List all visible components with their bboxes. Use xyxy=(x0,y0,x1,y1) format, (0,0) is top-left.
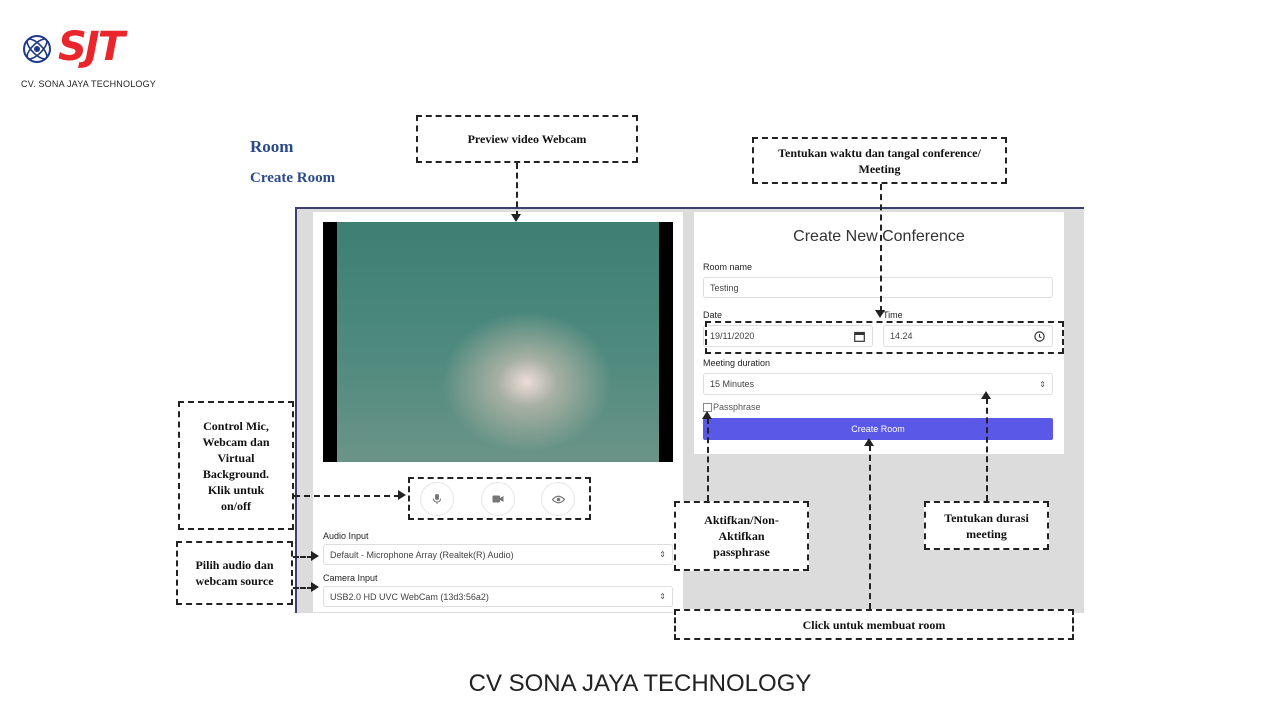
annotation-create-room xyxy=(674,609,1074,640)
audio-input-select[interactable] xyxy=(323,544,673,565)
audio-input-value: Default - Microphone Array (Realtek(R) Audio) xyxy=(330,549,514,560)
form-title: Create New Conference xyxy=(793,228,965,245)
meeting-duration-value: 15 Minutes xyxy=(710,379,755,389)
room-name-value: Testing xyxy=(710,282,739,293)
company-logo xyxy=(18,26,163,90)
meeting-duration-select[interactable] xyxy=(703,373,1053,395)
create-room-heading: Create Room xyxy=(250,170,336,186)
room-name-label: Room name xyxy=(703,262,753,272)
arrow-down-icon xyxy=(511,214,521,222)
annotation-controls-line6: on/off xyxy=(221,498,251,513)
annotation-source-line2: webcam source xyxy=(195,574,274,588)
annotation-preview-text: Preview video Webcam xyxy=(467,132,587,146)
globe-logo-icon xyxy=(20,32,54,66)
arrow-up-icon xyxy=(981,391,991,399)
annotation-controls-line5: Klik untuk xyxy=(207,482,265,497)
annotation-preview xyxy=(416,115,638,163)
annotation-duration xyxy=(924,501,1049,550)
annotation-passphrase-line2: Aktifkan xyxy=(718,529,765,543)
date-value: 19/11/2020 xyxy=(710,331,755,341)
camera-input-select[interactable] xyxy=(323,586,673,607)
annotation-datetime-line2: Meeting xyxy=(858,161,901,176)
annotation-passphrase-line1: Aktifkan/Non- xyxy=(704,513,779,527)
annotation-duration-line2: meeting xyxy=(966,526,1007,541)
annotation-controls-line3: Virtual xyxy=(217,450,255,465)
select-arrows-icon: ⇕ xyxy=(1039,379,1046,389)
camera-input-label: Camera Input xyxy=(323,573,378,583)
connector-line xyxy=(869,445,871,609)
audio-input-label: Audio Input xyxy=(323,531,369,541)
webcam-preview-video xyxy=(337,222,659,462)
annotation-controls-line2: Webcam dan xyxy=(202,434,270,449)
annotation-create-room-text: Click untuk membuat room xyxy=(802,617,946,632)
select-arrows-icon: ⇕ xyxy=(659,550,666,559)
connector-line xyxy=(293,556,313,558)
time-value: 14.24 xyxy=(890,331,913,341)
footer-company-name: CV SONA JAYA TECHNOLOGY xyxy=(468,670,812,697)
arrow-right-icon xyxy=(311,582,319,592)
arrow-up-icon xyxy=(702,411,712,419)
arrow-right-icon xyxy=(311,551,319,561)
annotation-passphrase xyxy=(674,501,809,571)
room-name-input[interactable] xyxy=(703,277,1053,298)
annotation-duration-line1: Tentukan durasi xyxy=(944,510,1029,525)
logo-caption: CV. SONA JAYA TECHNOLOGY xyxy=(21,79,157,89)
connector-line xyxy=(880,184,882,312)
camera-input-value: USB2.0 HD UVC WebCam (13d3:56a2) xyxy=(330,591,489,602)
select-arrows-icon: ⇕ xyxy=(659,592,666,601)
arrow-down-icon xyxy=(875,310,885,318)
connector-line xyxy=(516,163,518,217)
logo-text: SJT xyxy=(58,24,123,70)
annotation-controls-line4: Background. xyxy=(202,466,270,481)
room-heading: Room xyxy=(250,137,294,156)
connector-line xyxy=(293,587,313,589)
arrow-right-icon xyxy=(398,490,406,500)
annotation-datetime-line1: Tentukan waktu dan tangal conference/ xyxy=(778,145,981,160)
connector-line xyxy=(294,495,400,497)
annotation-controls-line1: Control Mic, xyxy=(203,418,269,433)
annotation-controls xyxy=(178,401,294,530)
connector-line xyxy=(986,398,988,501)
annotation-source xyxy=(176,541,293,605)
annotation-passphrase-line3: passphrase xyxy=(713,545,770,559)
connector-line xyxy=(707,418,709,501)
annotation-datetime xyxy=(752,137,1007,184)
annotation-source-line1: Pilih audio dan xyxy=(195,558,274,572)
arrow-up-icon xyxy=(864,438,874,446)
time-label: Time xyxy=(883,310,903,320)
datetime-highlight-box xyxy=(705,321,1064,354)
date-label: Date xyxy=(703,310,723,320)
controls-highlight-box xyxy=(408,477,591,520)
passphrase-label: Passphrase xyxy=(713,402,761,412)
create-room-button[interactable]: Create Room xyxy=(703,418,1053,440)
meeting-duration-label: Meeting duration xyxy=(703,358,771,368)
